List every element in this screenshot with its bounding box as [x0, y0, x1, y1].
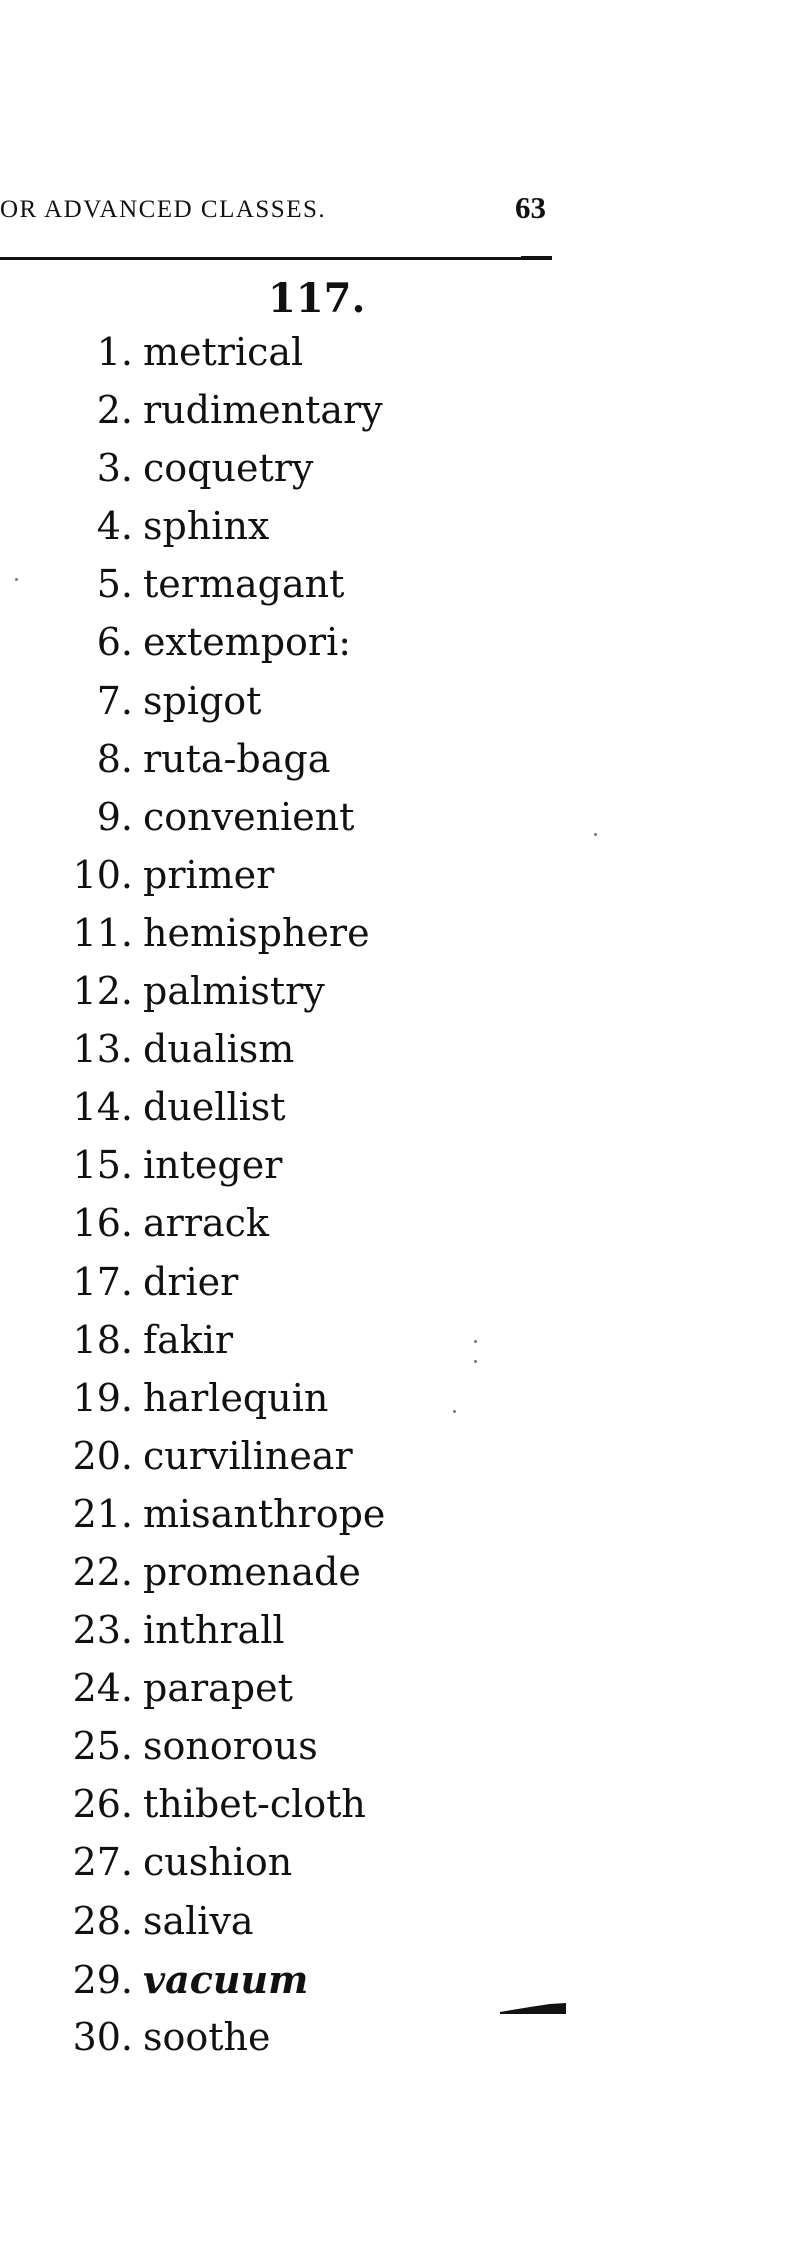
word-number: 25.: [72, 1724, 133, 1769]
word-text: duellist: [143, 1085, 286, 1130]
word-list-item: [0, 1840, 385, 1898]
word-list-item: [0, 737, 385, 795]
word-number: 9.: [96, 794, 133, 839]
word-list-item: [0, 1085, 385, 1143]
word-number: 7.: [96, 678, 133, 723]
word-text: rudimentary: [143, 388, 383, 433]
word-list-item: [0, 1434, 385, 1492]
stray-dot: [453, 1410, 456, 1413]
word-number: 20.: [72, 1433, 133, 1478]
word-text: harlequin: [143, 1375, 329, 1420]
word-text: sphinx: [143, 504, 270, 549]
word-list-item: [0, 330, 385, 388]
word-text: metrical: [143, 330, 304, 374]
word-list-item: [0, 969, 385, 1027]
word-number: 26.: [72, 1782, 133, 1827]
word-text: fakir: [143, 1317, 234, 1362]
word-number: 27.: [72, 1840, 133, 1885]
page-number: 63: [515, 190, 546, 225]
stray-dot: [15, 578, 18, 581]
word-list-item: [0, 1899, 385, 1957]
word-list: [0, 330, 385, 2073]
word-text: spigot: [143, 678, 262, 723]
word-number: 13.: [72, 1027, 133, 1072]
word-number: 17.: [72, 1259, 133, 1304]
word-number: 23.: [72, 1608, 133, 1653]
word-text: dualism: [143, 1027, 295, 1072]
word-number: 5.: [96, 562, 133, 607]
word-number: 12.: [72, 969, 133, 1014]
word-number: 15.: [72, 1143, 133, 1188]
word-list-item: [0, 853, 385, 911]
word-number: 28.: [72, 1898, 133, 1943]
stray-dot: [474, 1360, 477, 1363]
word-number: 8.: [96, 736, 133, 781]
word-list-item: [0, 1724, 385, 1782]
word-text: cushion: [143, 1840, 293, 1885]
stray-dot: [594, 833, 597, 836]
word-list-item: [0, 2015, 385, 2073]
word-list-item: [0, 911, 385, 969]
word-text: palmistry: [143, 969, 325, 1014]
ink-smudge: [500, 2001, 566, 2015]
word-text: hemisphere: [143, 910, 370, 955]
word-list-item: [0, 504, 385, 562]
word-list-item: [0, 446, 385, 504]
word-number: 19.: [72, 1375, 133, 1420]
word-number: 4.: [96, 504, 133, 549]
word-list-item: [0, 1143, 385, 1201]
word-list-item: [0, 1957, 385, 2015]
header-rule: [0, 257, 540, 260]
word-list-item: [0, 679, 385, 737]
word-text: thibet-cloth: [143, 1782, 366, 1827]
word-text: ruta-baga: [143, 736, 331, 781]
word-text: curvilinear: [143, 1433, 353, 1478]
word-list-item: [0, 388, 385, 446]
word-text: vacuum: [143, 1956, 309, 2002]
word-list-item: [0, 1666, 385, 1724]
stray-dot: [474, 1340, 477, 1343]
word-number: 16.: [72, 1201, 133, 1246]
word-number: 14.: [72, 1085, 133, 1130]
word-text: promenade: [143, 1549, 361, 1594]
lesson-number: 117.: [268, 275, 366, 322]
word-text: extempori:: [143, 620, 352, 665]
word-text: coquetry: [143, 446, 314, 491]
word-text: arrack: [143, 1201, 269, 1246]
word-list-item: [0, 562, 385, 620]
word-text: integer: [143, 1143, 283, 1188]
word-text: drier: [143, 1259, 239, 1304]
header-rule-dash: [521, 256, 552, 260]
word-number: 10.: [72, 852, 133, 897]
word-number: 2.: [96, 388, 133, 433]
word-list-item: [0, 1782, 385, 1840]
word-text: sonorous: [143, 1724, 318, 1769]
word-list-item: [0, 620, 385, 678]
running-head: OR ADVANCED CLASSES.: [0, 196, 327, 223]
word-list-item: [0, 1318, 385, 1376]
word-text: termagant: [143, 562, 345, 607]
word-text: soothe: [143, 2014, 271, 2059]
word-number: 6.: [96, 620, 133, 665]
word-text: convenient: [143, 794, 355, 839]
word-list-item: [0, 1550, 385, 1608]
word-list-item: [0, 1376, 385, 1434]
word-list-item: [0, 1201, 385, 1259]
word-number: 22.: [72, 1549, 133, 1594]
word-list-item: [0, 1492, 385, 1550]
word-list-item: [0, 1260, 385, 1318]
word-text: misanthrope: [143, 1491, 386, 1536]
word-text: primer: [143, 852, 275, 897]
word-number: 3.: [96, 446, 133, 491]
word-number: 30.: [72, 2014, 133, 2059]
word-text: saliva: [143, 1898, 254, 1943]
word-number: 1.: [96, 330, 133, 374]
word-text: inthrall: [143, 1608, 285, 1653]
word-text: parapet: [143, 1666, 293, 1711]
word-list-item: [0, 1027, 385, 1085]
word-number: 11.: [72, 910, 133, 955]
word-list-item: [0, 1608, 385, 1666]
word-number: 21.: [72, 1491, 133, 1536]
word-number: 24.: [72, 1666, 133, 1711]
word-number: 18.: [72, 1317, 133, 1362]
word-list-item: [0, 795, 385, 853]
word-number: 29.: [72, 1957, 133, 2002]
